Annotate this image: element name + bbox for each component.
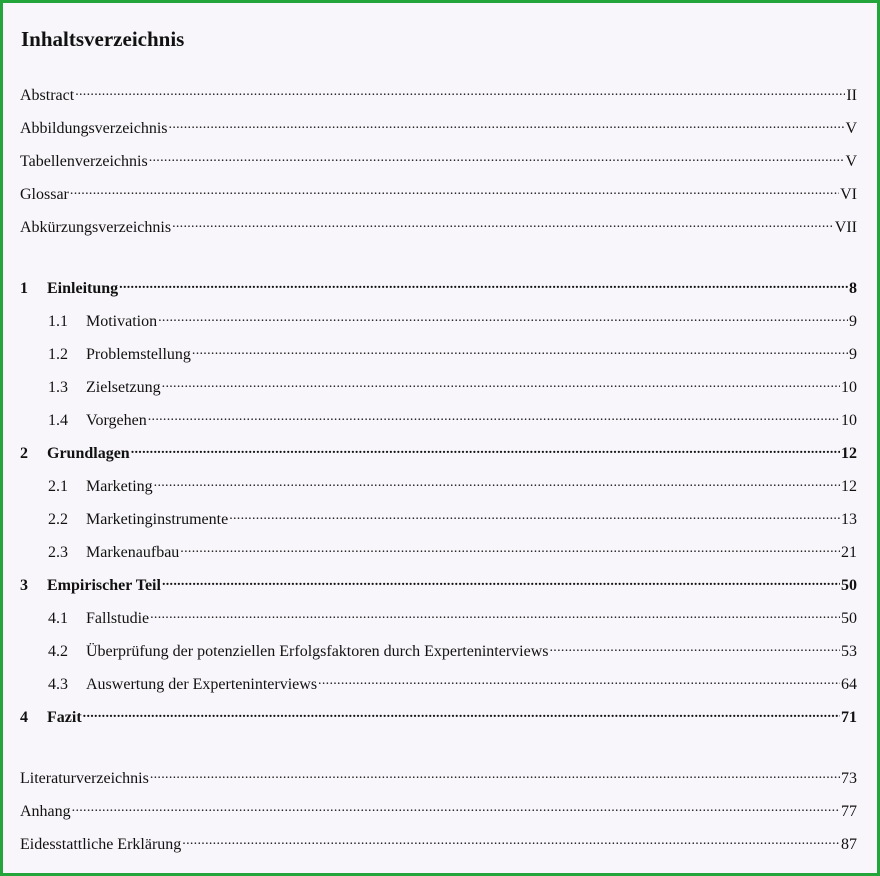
toc-entry-page: 71 [841, 709, 857, 726]
toc-entry-label: Motivation [86, 313, 158, 330]
toc-entry[interactable] [20, 279, 857, 299]
toc-entry-page: II [846, 87, 857, 104]
dot-leader [150, 769, 840, 783]
toc-entry-page: V [845, 120, 857, 137]
toc-entry-page: 12 [841, 478, 857, 495]
dot-leader [162, 576, 840, 590]
toc-entry-label: Markenaufbau [86, 544, 180, 561]
toc-entry-number: 4 [20, 709, 28, 726]
dot-leader [162, 378, 840, 392]
toc-entry-label: Eidesstattliche Erklärung [20, 836, 182, 853]
toc-entry-number: 4.1 [48, 610, 68, 627]
toc-entry-number: 4.3 [48, 676, 68, 693]
toc-entry-page: 10 [841, 379, 857, 396]
toc-entry-label: Fallstudie [86, 610, 150, 627]
toc-entry-label: Empirischer Teil [47, 577, 161, 594]
toc-entry[interactable] [20, 835, 857, 855]
toc-entry-page: 10 [841, 412, 857, 429]
toc-entry-number: 1.3 [48, 379, 68, 396]
toc-entry-number: 4.2 [48, 643, 68, 660]
toc-entry-label: Marketing [86, 478, 153, 495]
toc-entry-label: Tabellenverzeichnis [20, 153, 148, 170]
toc-entry-page: 9 [849, 313, 857, 330]
toc-entry-page: 73 [841, 770, 857, 787]
toc-entry-page: 8 [849, 280, 857, 297]
toc-entry-label: Grundlagen [47, 445, 130, 462]
dot-leader [149, 152, 845, 166]
toc-entry[interactable] [20, 119, 857, 139]
toc-entry-label: Auswertung der Experteninterviews [86, 676, 318, 693]
toc-entry-label: Einleitung [47, 280, 119, 297]
toc-entry-label: Abstract [20, 87, 75, 104]
toc-entry-page: 21 [841, 544, 857, 561]
dot-leader [72, 802, 840, 816]
toc-entry-page: VI [840, 186, 857, 203]
toc-entry-page: 50 [841, 577, 857, 594]
toc-entry-label: Abbildungsverzeichnis [20, 120, 168, 137]
toc-entry[interactable] [48, 609, 857, 629]
toc-entry[interactable] [48, 345, 857, 365]
dot-leader [75, 86, 845, 100]
toc-entry[interactable] [20, 86, 857, 106]
toc-entry[interactable] [20, 185, 857, 205]
dot-leader [148, 411, 840, 425]
toc-entry-page: 13 [841, 511, 857, 528]
toc-entry-page: V [845, 153, 857, 170]
toc-entry[interactable] [48, 411, 857, 431]
toc-entry[interactable] [48, 312, 857, 332]
toc-entry-page: VII [834, 219, 857, 236]
toc-entry[interactable] [20, 708, 857, 728]
toc-entry[interactable] [48, 642, 857, 662]
page-title: Inhaltsverzeichnis [21, 27, 185, 51]
toc-entry-label: Zielsetzung [86, 379, 161, 396]
toc-entry[interactable] [20, 802, 857, 822]
toc-entry-label: Problemstellung [86, 346, 191, 363]
dot-leader [169, 119, 845, 133]
toc-entry-page: 77 [841, 803, 857, 820]
toc-entry-label: Überprüfung der potenziellen Erfolgsfaktoren durch Experteninterviews [86, 643, 549, 660]
dot-leader [158, 312, 848, 326]
dot-leader [192, 345, 848, 359]
dot-leader [150, 609, 840, 623]
toc-entry[interactable] [48, 477, 857, 497]
dot-leader [131, 444, 840, 458]
toc-entry-number: 1.1 [48, 313, 68, 330]
toc-entry-page: 50 [841, 610, 857, 627]
dot-leader [180, 543, 840, 557]
toc-entry-number: 3 [20, 577, 28, 594]
toc-entry-page: 9 [849, 346, 857, 363]
toc-entry-number: 1.4 [48, 412, 68, 429]
toc-entry[interactable] [20, 444, 857, 464]
toc-entry-number: 2.3 [48, 544, 68, 561]
dot-leader [550, 642, 841, 656]
dot-leader [119, 279, 848, 293]
toc-entry-label: Marketinginstrumente [86, 511, 229, 528]
dot-leader [182, 835, 840, 849]
toc-entry-page: 64 [841, 676, 857, 693]
toc-entry-label: Vorgehen [86, 412, 147, 429]
toc-entry[interactable] [20, 218, 857, 238]
toc-entry-label: Literaturverzeichnis [20, 770, 149, 787]
toc-entry-page: 87 [841, 836, 857, 853]
dot-leader [154, 477, 840, 491]
toc-entry-number: 2.2 [48, 511, 68, 528]
toc-entry-label: Abkürzungsverzeichnis [20, 219, 172, 236]
toc-entry[interactable] [48, 543, 857, 563]
toc-entry-number: 1.2 [48, 346, 68, 363]
toc-entry-label: Glossar [20, 186, 69, 203]
toc-entry[interactable] [20, 576, 857, 596]
toc-entry[interactable] [48, 675, 857, 695]
toc-entry[interactable] [48, 510, 857, 530]
toc-entry[interactable] [20, 152, 857, 172]
dot-leader [229, 510, 840, 524]
toc-entry-label: Fazit [47, 709, 82, 726]
toc-entry-number: 2.1 [48, 478, 68, 495]
toc-entry[interactable] [20, 769, 857, 789]
toc-entry-page: 53 [841, 643, 857, 660]
dot-leader [172, 218, 834, 232]
toc-entry-number: 1 [20, 280, 28, 297]
toc-entry-page: 12 [841, 445, 857, 462]
dot-leader [83, 708, 840, 722]
toc-entry[interactable] [48, 378, 857, 398]
dot-leader [70, 185, 839, 199]
dot-leader [318, 675, 840, 689]
toc-entry-label: Anhang [20, 803, 71, 820]
toc-entry-number: 2 [20, 445, 28, 462]
